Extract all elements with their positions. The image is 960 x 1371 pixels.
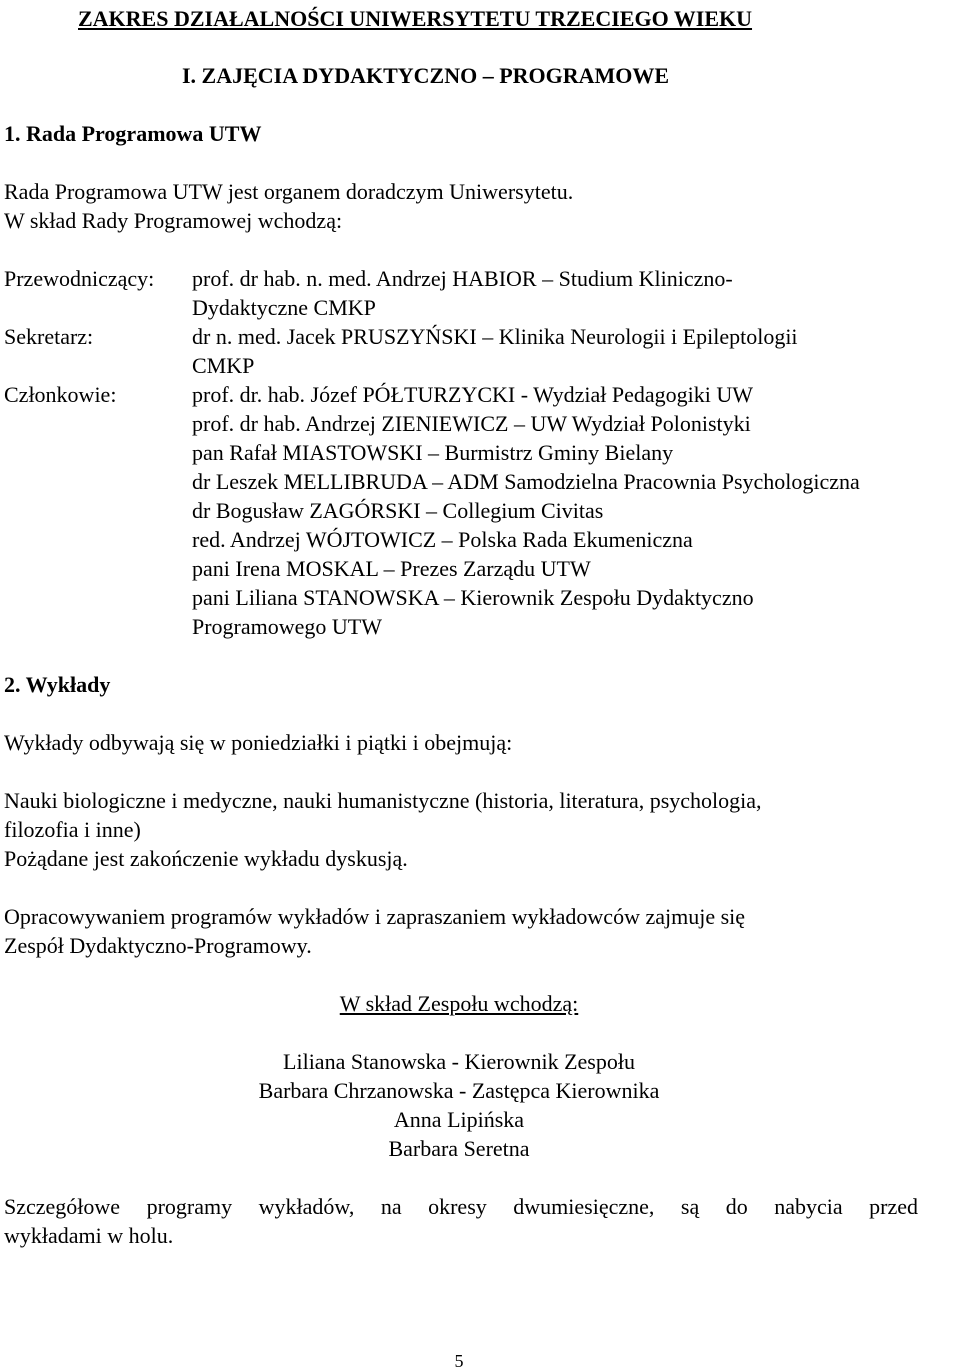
- team-responsibility-line-1: Opracowywaniem programów wykładów i zapraszaniem wykładowców zajmuje się: [4, 904, 746, 929]
- member-item: Programowego UTW: [192, 614, 383, 639]
- members-label: Członkowie:: [4, 382, 117, 407]
- lectures-schedule: Wykłady odbywają się w poniedziałki i piątki i obejmują:: [4, 730, 513, 755]
- lectures-discussion: Pożądane jest zakończenie wykładu dyskusją.: [4, 846, 408, 871]
- team-heading-text: W skład Zespołu wchodzą:: [339, 991, 579, 1016]
- member-item: prof. dr hab. Andrzej ZIENIEWICZ – UW Wydział Polonistyki: [192, 411, 751, 436]
- section-subtitle: I. ZAJĘCIA DYDAKTYCZNO – PROGRAMOWE: [182, 63, 670, 88]
- member-item: pani Irena MOSKAL – Prezes Zarządu UTW: [192, 556, 591, 581]
- chair-line-2: Dydaktyczne CMKP: [192, 295, 376, 320]
- intro-line-1: Rada Programowa UTW jest organem doradczym Uniwersytetu.: [4, 179, 574, 204]
- closing-line-2: wykładami w holu.: [4, 1223, 174, 1248]
- team-member: Anna Lipińska: [393, 1107, 525, 1132]
- member-item: pani Liliana STANOWSKA – Kierownik Zespołu Dydaktyczno: [192, 585, 754, 610]
- secretary-label: Sekretarz:: [4, 324, 94, 349]
- section1-heading: 1. Rada Programowa UTW: [4, 121, 262, 146]
- section2-heading: 2. Wykłady: [4, 672, 111, 697]
- document-title: ZAKRES DZIAŁALNOŚCI UNIWERSYTETU TRZECIEGO WIEKU: [78, 6, 753, 31]
- secretary-line-2: CMKP: [192, 353, 255, 378]
- secretary-line-1: dr n. med. Jacek PRUSZYŃSKI – Klinika Neurologii i Epileptologii: [192, 324, 798, 349]
- team-responsibility-line-2: Zespół Dydaktyczno-Programowy.: [4, 933, 312, 958]
- team-member: Barbara Chrzanowska - Zastępca Kierownika: [258, 1078, 660, 1103]
- closing-line-1: Szczegółowe programy wykładów, na okresy dwumiesięczne, są do nabycia przed: [4, 1194, 918, 1219]
- lectures-topics-line-2: filozofia i inne): [4, 817, 141, 842]
- lectures-topics-line-1: Nauki biologiczne i medyczne, nauki humanistyczne (historia, literatura, psychologia,: [4, 788, 762, 813]
- chair-line-1: prof. dr hab. n. med. Andrzej HABIOR – Studium Kliniczno-: [192, 266, 733, 291]
- team-member: Liliana Stanowska - Kierownik Zespołu: [283, 1049, 635, 1074]
- team-member: Barbara Seretna: [388, 1136, 530, 1161]
- member-item: dr Bogusław ZAGÓRSKI – Collegium Civitas: [192, 498, 604, 523]
- team-heading: [0, 989, 918, 1018]
- page-number: 5: [454, 1351, 464, 1371]
- member-item: pan Rafał MIASTOWSKI – Burmistrz Gminy Bielany: [192, 440, 674, 465]
- member-item: red. Andrzej WÓJTOWICZ – Polska Rada Ekumeniczna: [192, 527, 693, 552]
- member-item: prof. dr. hab. Józef PÓŁTURZYCKI - Wydział Pedagogiki UW: [192, 382, 753, 407]
- intro-line-2: W skład Rady Programowej wchodzą:: [4, 208, 343, 233]
- member-item: dr Leszek MELLIBRUDA – ADM Samodzielna Pracownia Psychologiczna: [192, 469, 860, 494]
- chair-label: Przewodniczący:: [4, 266, 155, 291]
